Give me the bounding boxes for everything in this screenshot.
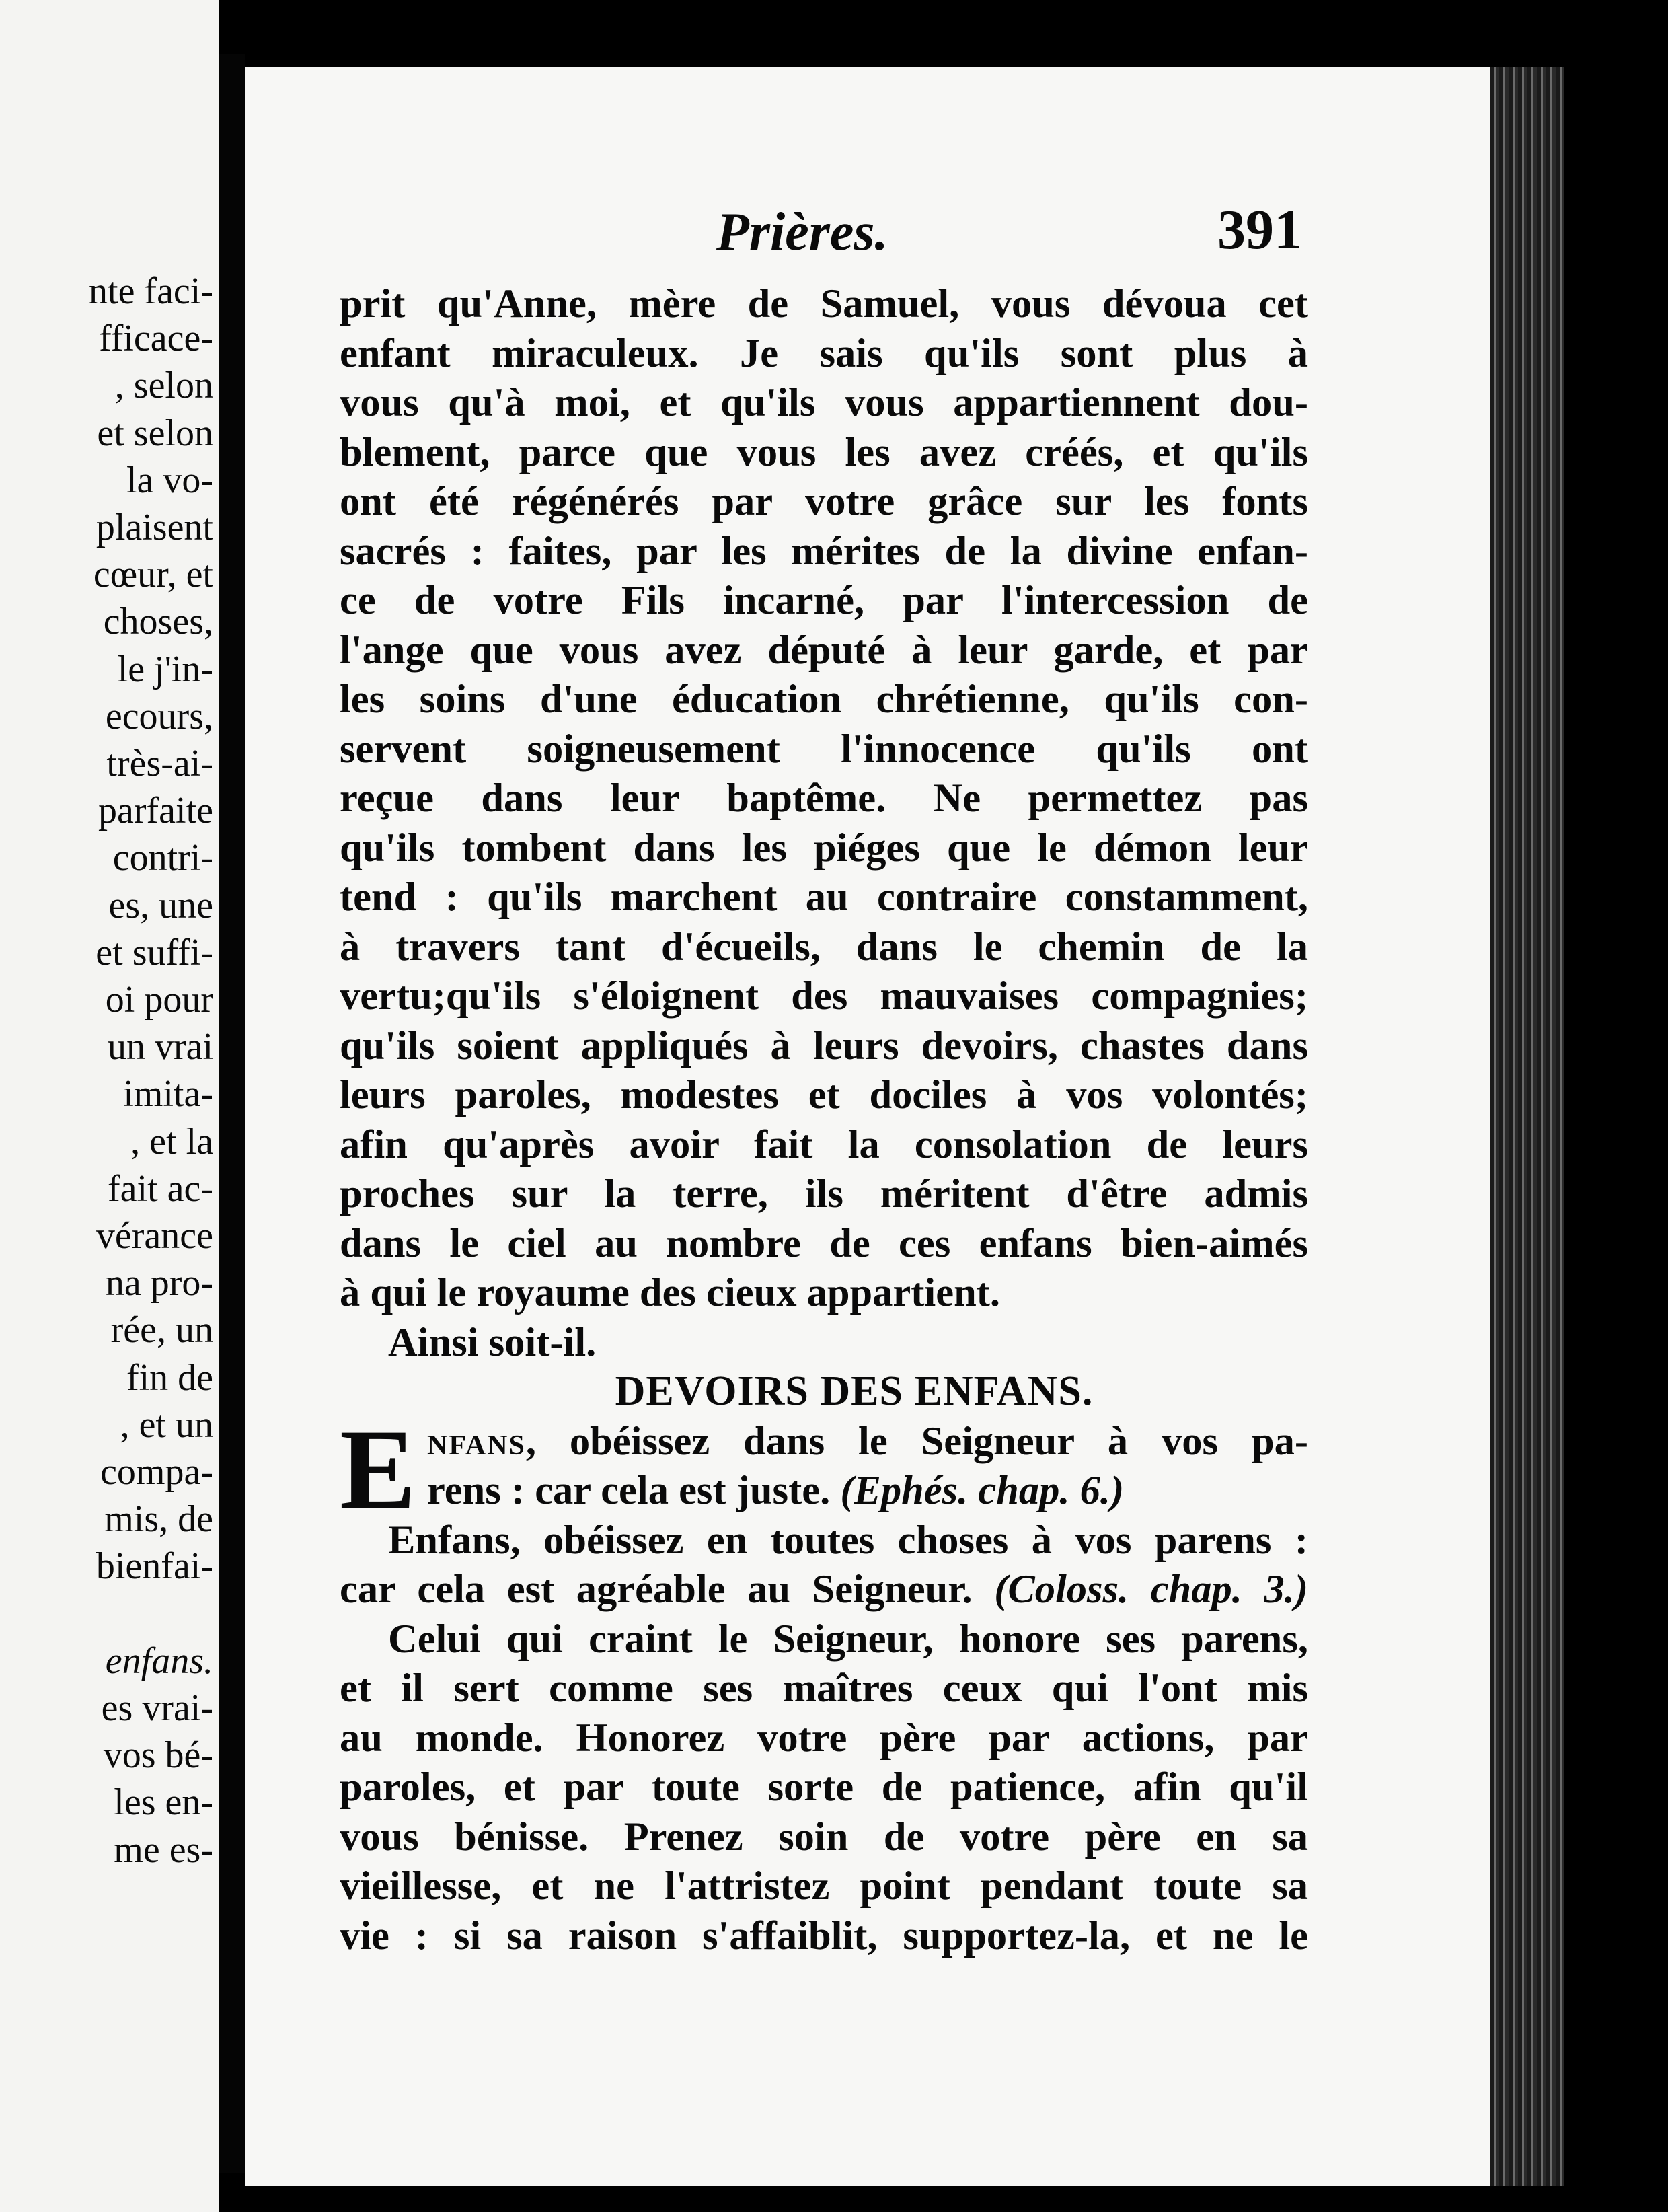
citation: (Coloss. chap. 3.): [994, 1567, 1308, 1612]
page-edge: [1490, 67, 1564, 2186]
prayer-paragraph: [340, 279, 1308, 1318]
left-page-line: , et la: [130, 1120, 213, 1163]
text-line: car cela est agréable au Seigneur. (Coloss. chap. 3.): [340, 1567, 1308, 1612]
text-line: les soins d'une éducation chrétienne, qu'ils con-: [340, 677, 1308, 722]
text-line: ont été régénérés par votre grâce sur les fonts: [340, 479, 1308, 524]
text-line: ce de votre Fils incarné, par l'intercession de: [340, 578, 1308, 623]
left-page-line: enfans.: [105, 1639, 213, 1682]
left-page-line: es vrai-: [101, 1687, 213, 1729]
running-head: Prières.: [716, 202, 888, 262]
text-line: qu'ils soient appliqués à leurs devoirs, chastes dans: [340, 1023, 1308, 1068]
left-page-line: vos bé-: [103, 1734, 213, 1777]
left-page-line: , et un: [120, 1403, 213, 1446]
left-page-line: cœur, et: [93, 554, 213, 596]
left-page-line: vérance: [96, 1215, 213, 1257]
left-page-line: na pro-: [105, 1262, 213, 1304]
text-line: et il sert comme ses maîtres ceux qui l'ont mis: [340, 1666, 1308, 1711]
text-line: vieillesse, et ne l'attristez point pendant toute sa: [340, 1864, 1308, 1909]
text-line: Enfans, obéissez en toutes choses à vos parens :: [388, 1517, 1308, 1563]
left-page-line: bienfai-: [96, 1545, 213, 1588]
left-page-line: très-ai-: [106, 743, 213, 784]
book-gutter: [219, 54, 245, 2173]
left-page-fragment: [0, 0, 219, 2212]
duties-paragraphs: [340, 1516, 1308, 1961]
dropcap-line: nfans, obéissez dans le Seigneur à vos pa-: [427, 1418, 1308, 1464]
text-line: leurs paroles, modestes et dociles à vos volontés;: [340, 1072, 1308, 1117]
citation: (Ephés. chap. 6.): [840, 1468, 1125, 1513]
text-line: reçue dans leur baptême. Ne permettez pas: [340, 776, 1308, 821]
text-line: paroles, et par toute sorte de patience, afin qu'il: [340, 1765, 1308, 1810]
text-line: Celui qui craint le Seigneur, honore ses parens,: [388, 1616, 1308, 1662]
left-page-line: plaisent: [96, 507, 213, 548]
left-page-line: fficace-: [99, 318, 213, 360]
text-line: vous bénisse. Prenez soin de votre père en sa: [340, 1814, 1308, 1859]
text-line: vertu;qu'ils s'éloignent des mauvaises compagnies;: [340, 973, 1308, 1019]
text-line: vous qu'à moi, et qu'ils vous appartiennent dou-: [340, 380, 1308, 425]
text-line: enfant miraculeux. Je sais qu'ils sont plus à: [340, 330, 1308, 376]
left-page-line: nte faci-: [89, 270, 213, 312]
left-page-line: compa-: [100, 1451, 213, 1493]
text-line: à qui le royaume des cieux appartient.: [340, 1270, 1001, 1315]
left-page-line: mis, de: [104, 1498, 213, 1541]
left-page-line: es, une: [108, 884, 213, 926]
left-page-line: imita-: [123, 1073, 213, 1115]
left-page-line: fait ac-: [108, 1167, 213, 1210]
left-page-line: et suffi-: [96, 931, 213, 973]
dropcap-paragraph: [340, 1405, 1308, 1533]
left-page-line: rée, un: [110, 1309, 213, 1352]
text-line: à travers tant d'écueils, dans le chemin de la: [340, 924, 1308, 969]
left-page-line: les en-: [114, 1781, 213, 1824]
left-page-line: parfaite: [98, 790, 213, 832]
left-page-line: la vo-: [126, 459, 213, 501]
dropcap-letter: E: [340, 1405, 416, 1533]
text-line: sacrés : faites, par les mérites de la divine enfan-: [340, 528, 1308, 574]
left-page-line: ecours,: [105, 695, 213, 737]
amen-line: Ainsi soit-il.: [388, 1319, 597, 1365]
left-page-line: choses,: [103, 601, 213, 643]
left-page-line: fin de: [126, 1356, 213, 1399]
text-line: l'ange que vous avez député à leur garde, et par: [340, 627, 1308, 673]
section-heading: DEVOIRS DES ENFANS.: [615, 1368, 1094, 1414]
text-line: proches sur la terre, ils méritent d'être admis: [340, 1171, 1308, 1216]
dropcap-line: rens : car cela est juste. (Ephés. chap. 6.): [427, 1468, 1125, 1513]
left-page-line: le j'in-: [117, 648, 213, 690]
text-line: vie : si sa raison s'affaiblit, supportez-la, et ne le: [340, 1913, 1308, 1958]
text-line: dans le ciel au nombre de ces enfans bien-aimés: [340, 1220, 1308, 1266]
left-page-line: me es-: [114, 1829, 213, 1871]
left-page-line: , selon: [114, 365, 213, 407]
text-line: prit qu'Anne, mère de Samuel, vous dévoua cet: [340, 281, 1308, 326]
left-page-line: un vrai: [107, 1026, 213, 1068]
text-line: qu'ils tombent dans les piéges que le démon leur: [340, 825, 1308, 871]
text-line: afin qu'après avoir fait la consolation de leurs: [340, 1121, 1308, 1167]
page-number: 391: [1217, 198, 1302, 261]
left-page-line: et selon: [97, 412, 213, 454]
text-line: tend : qu'ils marchent au contraire constamment,: [340, 875, 1308, 920]
text-line: au monde. Honorez votre père par actions, par: [340, 1715, 1308, 1761]
left-page-line: oi pour: [105, 979, 213, 1021]
left-page-line: contri-: [112, 837, 213, 879]
text-line: blement, parce que vous les avez créés, et qu'ils: [340, 429, 1308, 475]
text-line: servent soigneusement l'innocence qu'ils ont: [340, 726, 1308, 772]
body-text: [340, 279, 1308, 1960]
